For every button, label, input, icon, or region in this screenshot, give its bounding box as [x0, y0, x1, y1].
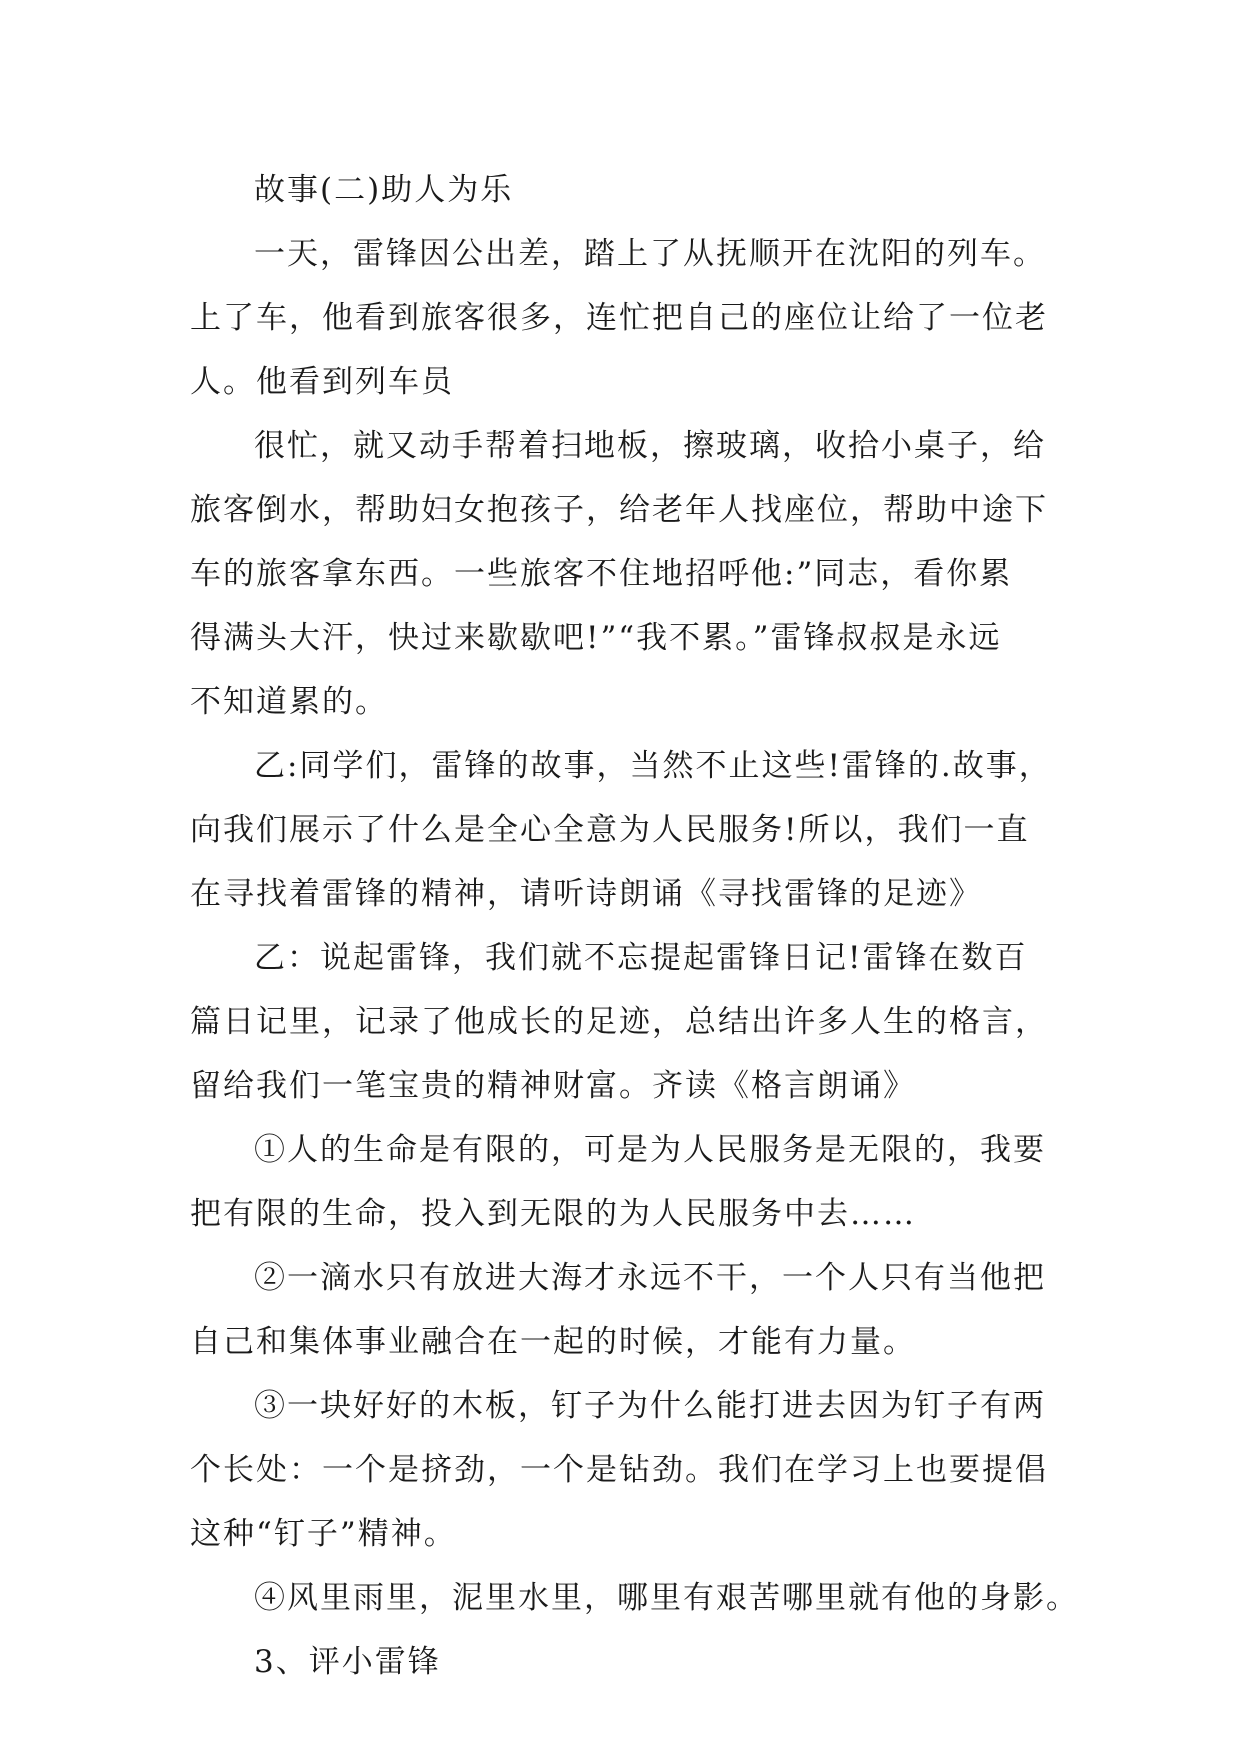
text-line: 故事(二)助人为乐 — [254, 172, 514, 208]
text-line: 个长处：一个是挤劲，一个是钻劲。我们在学习上也要提倡 — [190, 1452, 1048, 1488]
text-line: 旅客倒水，帮助妇女抱孩子，给老年人找座位，帮助中途下 — [190, 492, 1048, 528]
text-line: 留给我们一笔宝贵的精神财富。齐读《格言朗诵》 — [190, 1068, 916, 1104]
text-line: ①人的生命是有限的，可是为人民服务是无限的，我要 — [254, 1132, 1046, 1168]
text-line: 把有限的生命，投入到无限的为人民服务中去…… — [190, 1196, 916, 1232]
document-body — [190, 158, 1079, 1694]
text-line: 在寻找着雷锋的精神，请听诗朗诵《寻找雷锋的足迹》 — [190, 876, 982, 912]
text-line: 向我们展示了什么是全心全意为人民服务!所以，我们一直 — [190, 812, 1030, 848]
motto-paragraph — [190, 1374, 1060, 1566]
speaker-paragraph — [190, 734, 1060, 926]
text-line: ③一块好好的木板，钉子为什么能打进去因为钉子有两 — [254, 1388, 1046, 1424]
text-line: 乙：说起雷锋，我们就不忘提起雷锋日记!雷锋在数百 — [254, 940, 1028, 976]
text-line: 得满头大汗，快过来歇歇吧!”“我不累。”雷锋叔叔是永远 — [190, 620, 1002, 656]
text-line: 乙:同学们，雷锋的故事，当然不止这些!雷锋的.故事， — [254, 748, 1052, 784]
text-line: 一天，雷锋因公出差，踏上了从抚顺开在沈阳的列车。 — [254, 236, 1046, 272]
text-line: 不知道累的。 — [190, 684, 388, 720]
text-line: 3、评小雷锋 — [254, 1644, 441, 1680]
story-paragraph — [190, 222, 1060, 414]
text-line: 车的旅客拿东西。一些旅客不住地招呼他:”同志，看你累 — [190, 556, 1013, 592]
motto-paragraph — [190, 1246, 1060, 1374]
section-heading — [190, 1630, 1060, 1694]
text-line: 自己和集体事业融合在一起的时候，才能有力量。 — [190, 1324, 916, 1360]
text-line: 这种“钉子”精神。 — [190, 1516, 457, 1552]
text-line: 人。他看到列车员 — [190, 364, 454, 400]
text-line: 上了车，他看到旅客很多，连忙把自己的座位让给了一位老 — [190, 300, 1048, 336]
story-paragraph — [190, 414, 1060, 734]
text-line: ②一滴水只有放进大海才永远不干，一个人只有当他把 — [254, 1260, 1046, 1296]
text-line: 篇日记里，记录了他成长的足迹，总结出许多人生的格言， — [190, 1004, 1048, 1040]
motto-paragraph — [190, 1118, 1060, 1246]
motto-paragraph — [190, 1566, 1079, 1630]
text-line: ④风里雨里，泥里水里，哪里有艰苦哪里就有他的身影。 — [254, 1580, 1079, 1616]
speaker-paragraph — [190, 926, 1060, 1118]
text-line: 很忙，就又动手帮着扫地板，擦玻璃，收拾小桌子，给 — [254, 428, 1046, 464]
story-title — [190, 158, 1060, 222]
